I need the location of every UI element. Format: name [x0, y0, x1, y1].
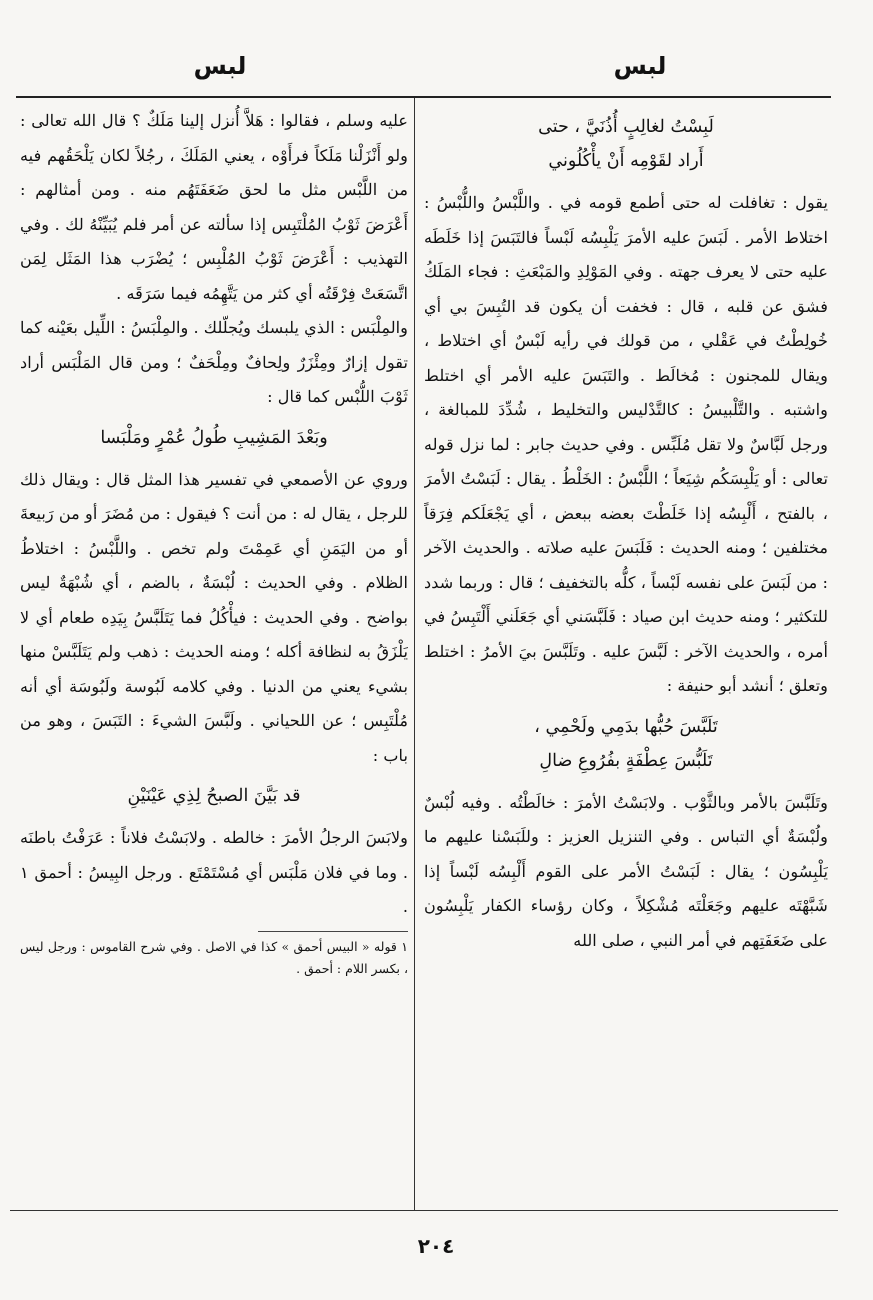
footnote-rule [258, 931, 408, 932]
paragraph: عليه وسلم ، فقالوا : هَلاَّ أُنزل إلينا مَلَكٌ ؟ قال الله تعالى : ولو أَنْزَلْنا مَلَكاً فرأَوْه ، يعني المَلَكَ ، رجُلاً لكان يَلْحَقُهم فيه من اللَّبْس مثل ما لحق ضَعَفَتَهُم منه . ومن أمثالهم : أَعْرَضَ ثَوْبُ المُلْتَبِس إذا سألته عن أمر فلم يُبَيِّنْهُ لك . وفي التهذيب : أَعْرَضَ ثَوْبُ المُلْبِس ؛ يُضْرَب هذا المَثَل لِمَن اتَّسَعَتْ فِرْقَتُه أي كثر من يَتَّهِمُه فيما سَرَقَه . [20, 111, 408, 303]
verse-line: تَلَبَّسَ حُبُّها بدَمِي ولَحْمِي ، [534, 716, 718, 737]
verse-line: لَبِسْتُ لغالِبٍ أُذُنَيَّ ، حتى [538, 117, 714, 137]
verse-line: وبَعْدَ المَشِيبِ طُولُ عُمْرٍ ومَلْبَسا [100, 427, 328, 448]
paragraph: والمِلْبَس : الذي يلبسك ويُجلّلك . والمِلْبَسُ : اللِّيل بعَيْنه كما تقول إزارٌ ومِئْزَرٌ ولِحافٌ ومِلْحَفٌ ؛ ومن قال المَلْبَس أراد ثَوْبَ اللُّبْس كما قال : [20, 318, 408, 406]
page-number: ٢٠٤ [417, 1234, 455, 1258]
column-divider [414, 98, 415, 1210]
paragraph: يقول : تغافلت له حتى أطمع قومه في . واللَّبْسُ واللُّبْسُ : اختلاط الأمر . لَبَسَ عليه الأمرَ يَلْبِسُه لَبْساً فالتَبَسَ إذا خَلَطَه عليه حتى لا يعرف جهته . وفي المَوْلِدِ والمَبْعَثِ : فجاء المَلَكُ فشق عن قلبه ، قال : فخفت أن يكون قد التُبِسَ بي أي خُولِطْتُ في عَقْلي ، من قولك في رأيه لَبْسٌ أي اختلاط ، ويقال للمجنون : مُخالَط . والتَبَسَ عليه الأمر أي اختلط واشتبه . والتَّلْبيسُ : كالتَّدْليس والتخليط ، شُدِّدَ للمبالغة ، ورجل لَبَّاسٌ ولا تقل مُلَبِّس . وفي حديث جابر : لما نزل قوله تعالى : أو يَلْبِسَكُم شِيَعاً ؛ اللَّبْسُ : الخَلْطُ . يقال : لَبَسْتُ الأمرَ ، بالفتح ، أَلْبِسُه إذا خَلَطْتَ بعضه ببعض ، أي يَجْعَلَكم فِرَقاً مختلفين ؛ ومنه الحديث : فَلَبَسَ عليه صلاته . والحديث الآخر : من لَبَسَ على نفسه لَبْساً ، كلُّه بالتخفيف ؛ قال : وربما شدد للتكثير ؛ ومنه حديث ابن صياد : فَلَبَّسَني أي جَعَلَني أَلْتَبِسُ في أمره ، والحديث الآخر : لَبَّسَ عليه . وتَلَبَّسَ بيَ الأمرُ : اختلط وتعلق ؛ أنشد أبو حنيفة : [424, 193, 828, 695]
running-head-right: لبس [613, 52, 667, 80]
left-column [20, 104, 408, 1208]
verse-line: أَراد لقَوْمِه أَنْ يأْكُلُوني [548, 151, 704, 171]
bottom-rule [10, 1210, 838, 1211]
footnote: ١ قوله « البيس أحمق » كذا في الاصل . وفي شرح القاموس : ورجل ليس ، بكسر اللام : أحمق . [20, 938, 408, 976]
verse-line: قد بَيَّنَ الصبحُ لِذِي عَيْنَيْنِ [127, 786, 301, 806]
right-column [424, 104, 828, 1208]
running-head-left: لبس [193, 52, 247, 80]
verse-block [424, 110, 828, 178]
paragraph: وتَلَبَّسَ بالأمر وبالثَّوْب . ولابَسْتُ الأمرَ : خالَطْتُه . وفيه لُبْسٌ ولُبْسَةٌ أي التباس . وفي التنزيل العزيز : وللَبَسْنا عليهم ما يَلْبِسُون ؛ يقال : لَبَسْتُ الأمر على القوم أَلْبِسُه لَبْساً إذا شَبَّهْتَه عليهم وجَعَلْتَه مُشْكِلاً ، وكان رؤساء الكفار يَلْبِسُون على ضَعَفَتِهم في أمر النبي ، صلى الله [424, 792, 828, 950]
verse-line: تَلَبُّسَ عِطْفَةٍ بفُرُوعِ ضالِ [539, 750, 713, 771]
paragraph: ولابَسَ الرجلُ الأمرَ : خالطه . ولابَسْتُ فلاناً : عَرَفْتُ باطنَه . وما في فلان مَلْبَس أي مُسْتَمْتَع . ورجل البِيسُ : أحمق ١ . [20, 828, 408, 916]
top-rule [16, 96, 831, 98]
paragraph: وروي عن الأصمعي في تفسير هذا المثل قال : ويقال ذلك للرجل ، يقال له : من أنت ؟ فيقول : من مُضَرَ أو من رَبيعةَ أو من اليَمَنِ أي عَمِمْتَ ولم تخص . واللَّبْسُ : اختلاطُ الظلام . وفي الحديث : لُبْسَةٌ ، بالضم ، أي شُبْهَةٌ ليس بواضح . وفي الحديث : فيأْكُلُ فما يَتَلَبَّسُ بِيَدِه طعام أي لا يَلْزَقُ به لنظافة أكله ؛ ومنه الحديث : ذهب ولم يَتَلَبَّسْ منها بشيء يعني من الدنيا . وفي كلامه لَبُوسة ولَبُوسَة أي أنه مُلْتَبِس ؛ عن اللحياني . ولَبَّسَ الشيءَ : التَبَسَ ، وهو من باب : [20, 469, 408, 765]
verse-block [424, 710, 828, 778]
